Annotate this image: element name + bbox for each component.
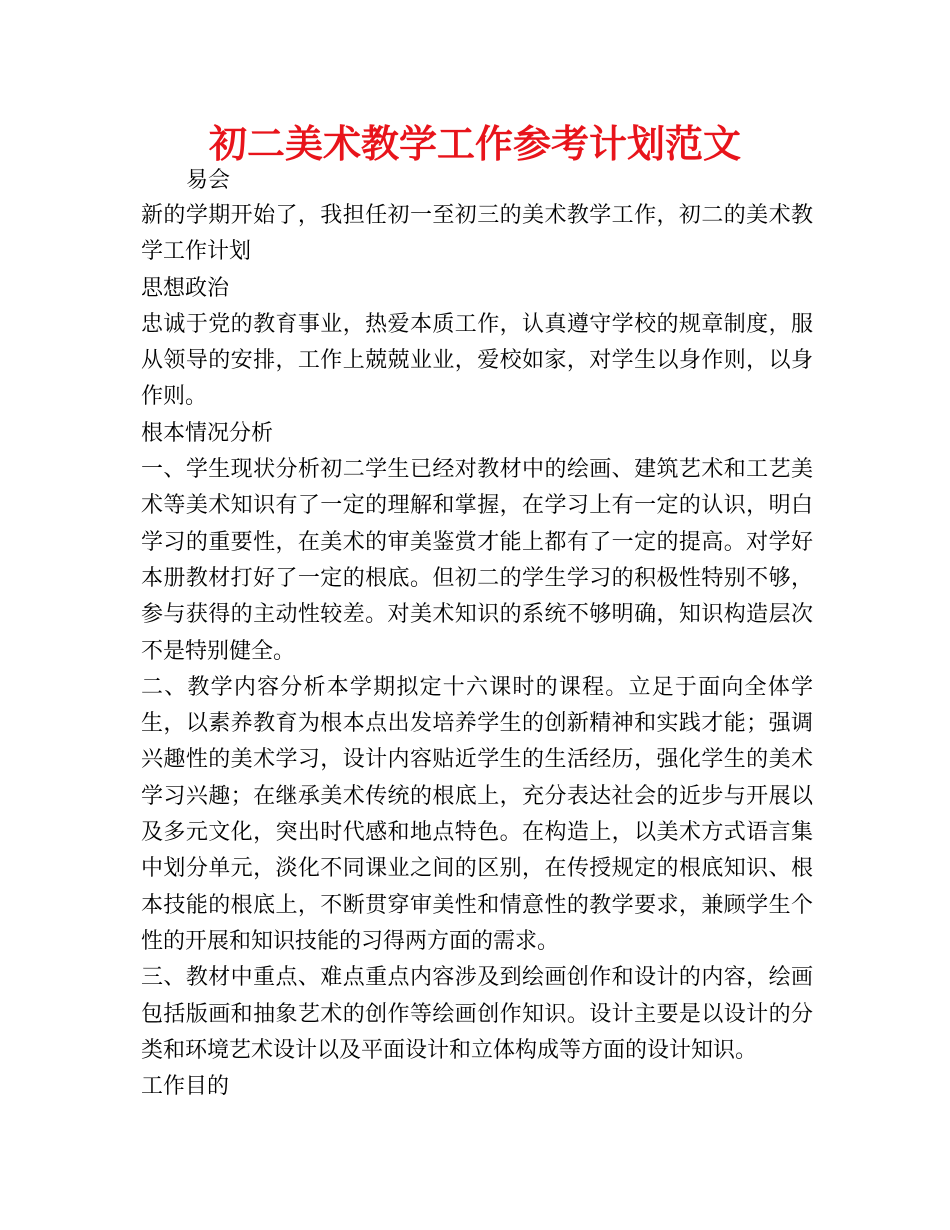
paragraph-content-analysis: 二、教学内容分析本学期拟定十六课时的课程。立足于面向全体学生，以素养教育为根本点出发培养学生的创新精神和实践才能；强调兴趣性的美术学习，设计内容贴近学生的生活经历，强化学生的美术学习兴趣；在继承美术传统的根底上，充分表达社会的近步与开展以及多元文化，突出时代感和地点特色。在构造上，以美术方式语言集中划分单元，淡化不同课业之间的区别，在传授规定的根底知识、根本技能的根底上，不断贯穿审美性和情意性的教学要求，兼顾学生个性的开展和知识技能的习得两方面的需求。: [141, 674, 813, 954]
paragraph-intro: 新的学期开始了，我担任初一至初三的美术教学工作，初二的美术教学工作计划: [141, 203, 813, 265]
paragraph-key-points: 三、教材中重点、难点重点内容涉及到绘画创作和设计的内容，绘画包括版画和抽象艺术的创作等绘画创作知识。设计主要是以设计的分类和环境艺术设计以及平面设计和立体构成等方面的设计知识。: [141, 965, 813, 1063]
document-author: 易会: [186, 168, 231, 193]
paragraph-student-analysis: 一、学生现状分析初二学生已经对教材中的绘画、建筑艺术和工艺美术等美术知识有了一定的理解和掌握，在学习上有一定的认识，明白学习的重要性，在美术的审美鉴赏才能上都有了一定的提高。对学好本册教材打好了一定的根底。但初二的学生学习的积极性特别不够，参与获得的主动性较差。对美术知识的系统不够明确，知识构造层次不是特别健全。: [141, 457, 813, 664]
section-heading-goals: 工作目的: [141, 1074, 230, 1100]
section-heading-politics: 思想政治: [141, 275, 230, 301]
document-body: [141, 198, 813, 1105]
paragraph-politics: 忠诚于党的教育事业，热爱本质工作，认真遵守学校的规章制度，服从领导的安排，工作上兢兢业业，爱校如家，对学生以身作则，以身作则。: [141, 311, 813, 410]
section-heading-analysis: 根本情况分析: [141, 420, 274, 446]
document-title: 初二美术教学工作参考计划范文: [208, 122, 741, 166]
